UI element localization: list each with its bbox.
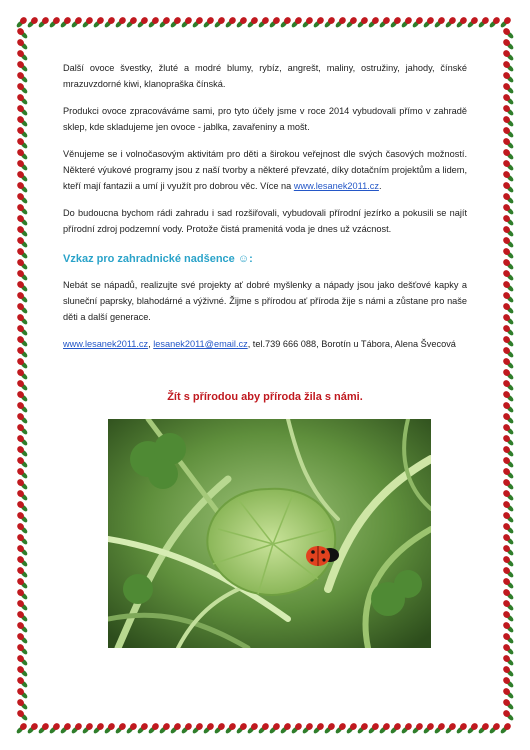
text-content: [63, 60, 467, 363]
ladybug-on-leaf-photo: [108, 419, 431, 648]
paragraph-production: Produkci ovoce zpracováváme sami, pro tyto účely jsme v roce 2014 vybudovali přímo v zahradě sklep, kde skladujeme jen ovoce - jablka, zavařeniny a mošt.: [63, 106, 467, 132]
paragraph-fruit: Další ovoce švestky, žluté a modré blumy, rybíz, angrešt, maliny, ostružiny, jahody, čínské mrazuvzdorné kiwi, klanopraška čínská.: [63, 63, 467, 89]
contact-separator: ,: [148, 339, 154, 349]
motto-title: Žít s přírodou aby příroda žila s námi.: [167, 391, 363, 403]
photo-illustration: [108, 419, 431, 648]
section-heading: Vzkaz pro zahradnické nadšence ☺:: [63, 253, 253, 265]
paragraph-future: Do budoucna bychom rádi zahradu i sad rozšiřovali, vybudovali přírodní jezírko a pokusili se najít přírodní zdroj podzemní vody. Protože čistá pramenitá voda je dnes už vzácnost.: [63, 208, 467, 234]
contact-website-link[interactable]: www.lesanek2011.cz: [63, 339, 149, 349]
contact-details: , tel.739 666 088, Borotín u Tábora, Alena Švecová: [247, 339, 456, 349]
paragraph-activities-text: Věnujeme se i volnočasovým aktivitám pro děti a širokou veřejnost dle svých časových možností. Některé výukové programy jsou z naší tvorby a některé převzaté, díky dotačním projektům a lidem, kteří mají fantazii a umí ji využít pro dobrou věc. Více na: [63, 149, 467, 191]
contact-email-link[interactable]: lesanek2011@email.cz: [153, 339, 248, 349]
paragraph-message: Nebát se nápadů, realizujte své projekty ať dobré myšlenky a nápady jsou jako dešťové kapky a sluneční paprsky, blahodárné a výživné. Žijme s přírodou ať příroda žije s námi a zůstane pro naše děti a další generace.: [63, 280, 467, 322]
website-link[interactable]: www.lesanek2011.cz: [293, 181, 379, 191]
paragraph-activities-end: .: [378, 181, 382, 191]
contact-line: [63, 336, 467, 352]
paragraph-activities: [63, 146, 467, 194]
